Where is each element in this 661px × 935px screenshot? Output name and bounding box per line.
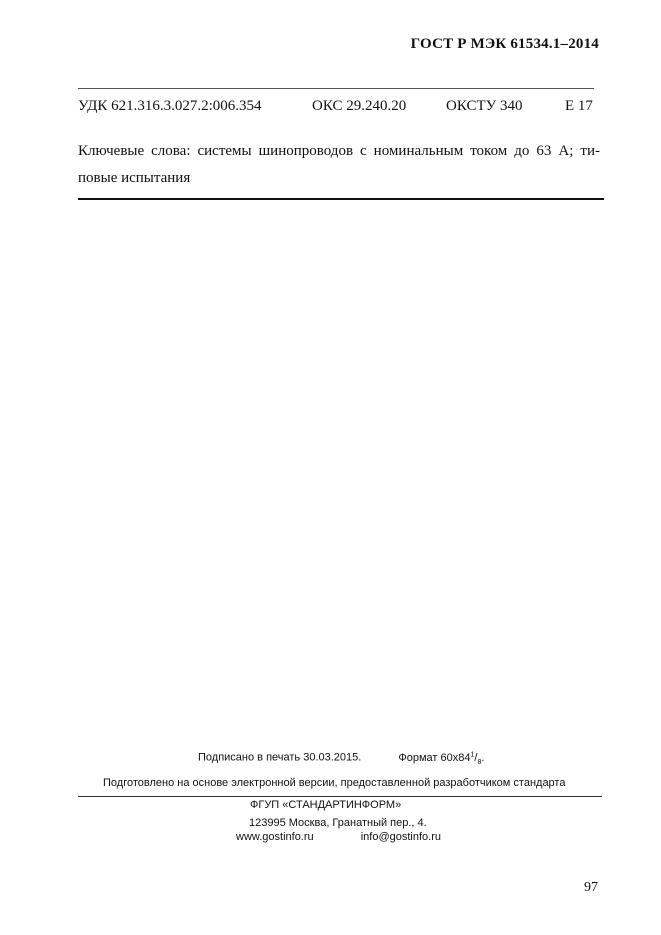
group-code: Е 17 <box>565 98 593 114</box>
okstu-code: ОКСТУ 340 <box>446 98 523 114</box>
email-link[interactable]: info@gostinfo.ru <box>360 831 441 843</box>
keywords-paragraph <box>78 138 600 192</box>
paper-format-denominator: 8 <box>477 758 482 766</box>
publisher-address: 123995 Москва, Гранатный пер., 4. <box>249 817 427 829</box>
paper-format <box>398 752 484 764</box>
paper-format-suffix: . <box>481 751 485 764</box>
classification-row <box>78 98 598 118</box>
keywords-divider <box>78 198 604 200</box>
keywords-line-1: Ключевые слова: системы шинопроводов с номинальным током до 63 А; ти- <box>78 143 600 159</box>
signed-date: Подписано в печать 30.03.2015. <box>198 751 362 764</box>
contact-row <box>236 831 441 843</box>
oks-code: ОКС 29.240.20 <box>312 98 407 114</box>
top-divider <box>78 88 594 89</box>
keywords-line-2: повые испытания <box>78 170 191 186</box>
prepared-note: Подготовлено на основе электронной версии, предоставленной разработчиком стандарта <box>103 777 566 789</box>
page-number: 97 <box>584 880 598 895</box>
udk-code: УДК 621.316.3.027.2:006.354 <box>78 98 262 114</box>
paper-format-separator: / <box>474 751 478 764</box>
paper-format-prefix: Формат 60х84 <box>398 751 471 764</box>
website-link[interactable]: www.gostinfo.ru <box>236 831 314 843</box>
document-header-standard: ГОСТ Р МЭК 61534.1–2014 <box>410 36 599 52</box>
paper-format-numerator: 1 <box>470 751 475 758</box>
print-info-row <box>198 751 484 766</box>
footer-divider <box>78 796 602 797</box>
publisher-name: ФГУП «СТАНДАРТИНФОРМ» <box>250 799 402 811</box>
